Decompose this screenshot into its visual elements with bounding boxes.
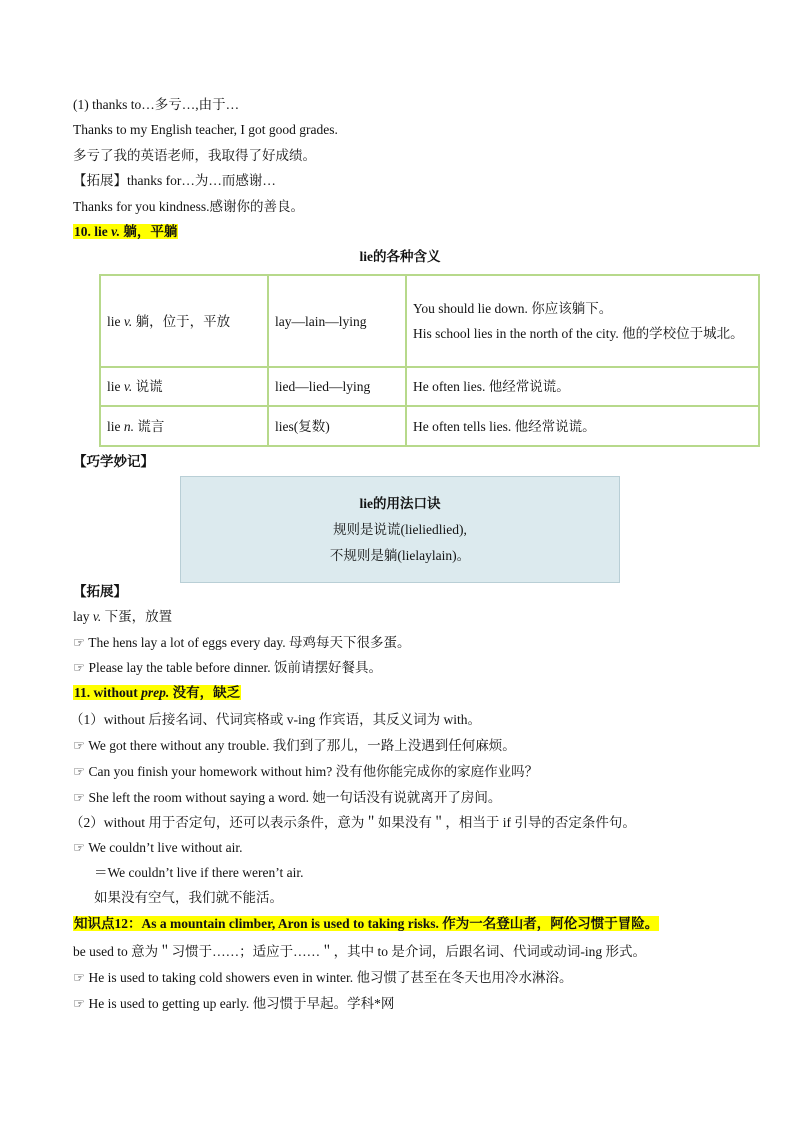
point-12-title: 知识点12：As a mountain climber, Aron is used to taking risks. 作为一名登山者，阿伦习惯于冒险。 — [74, 916, 659, 931]
table-cell: lied—lied—lying — [268, 367, 406, 406]
thanks-to-translation: 多亏了我的英语老师，我取得了好成绩。 — [73, 148, 316, 163]
mnemonic-line: 不规则是躺(lielaylain)。 — [329, 548, 471, 563]
table-cell — [406, 275, 759, 367]
example-line: ☞ Please lay the table before dinner. 饭前请摆好餐具。 — [73, 660, 383, 675]
example-line: ☞ The hens lay a lot of eggs every day. 母鸡每天下很多蛋。 — [73, 635, 411, 650]
table-cell: lie v. 说谎 — [100, 367, 268, 406]
item-11-number: 11. without — [74, 685, 142, 700]
thanks-for-expansion: 【拓展】thanks for…为…而感谢… — [73, 173, 276, 188]
point-12-heading — [73, 914, 659, 934]
table-cell: lay—lain—lying — [268, 275, 406, 367]
without-usage-2: （2）without 用于否定句，还可以表示条件，意为＂如果没有＂，相当于 if 引导的否定条件句。 — [70, 815, 636, 830]
table-cell: lie v. 躺，位于，平放 — [100, 275, 268, 367]
item-10-pos: v. — [111, 224, 120, 239]
lay-definition: lay v. 下蛋，放置 — [73, 609, 173, 624]
example-line: ☞ She left the room without saying a word. 她一句话没有说就离开了房间。 — [73, 790, 502, 805]
thanks-to-example: Thanks to my English teacher, I got good grades. — [73, 122, 338, 137]
example-line: ☞ He is used to taking cold showers even in winter. 他习惯了甚至在冬天也用冷水淋浴。 — [73, 970, 573, 985]
table-cell: lies(复数) — [268, 406, 406, 446]
example-line: ☞ We couldn’t live without air. — [73, 840, 243, 855]
table-row — [100, 406, 759, 446]
without-usage-1: （1）without 后接名词、代词宾格或 v-ing 作宾语，其反义词为 with。 — [70, 712, 481, 727]
item-11-pos: prep. — [141, 685, 170, 700]
item-10-meaning: 躺，平躺 — [120, 224, 178, 239]
item-11-meaning: 没有，缺乏 — [169, 685, 241, 700]
table-cell: He often tells lies. 他经常说谎。 — [406, 406, 759, 446]
item-11-heading — [73, 683, 241, 703]
tip-heading: 【巧学妙记】 — [73, 454, 154, 469]
example-line: ☞ He is used to getting up early. 他习惯于早起。学科*网 — [73, 996, 395, 1011]
thanks-for-example: Thanks for you kindness.感谢你的善良。 — [73, 199, 304, 214]
table-example: You should lie down. 你应该躺下。 — [413, 301, 613, 316]
table-example: His school lies in the north of the city. 他的学校位于城北。 — [413, 326, 744, 341]
lie-meanings-table — [99, 274, 760, 447]
example-line: ☞ We got there without any trouble. 我们到了那儿，一路上没遇到任何麻烦。 — [73, 738, 516, 753]
expand-heading: 【拓展】 — [73, 584, 127, 599]
table-cell: lie n. 谎言 — [100, 406, 268, 446]
table-caption: lie的各种含义 — [359, 249, 441, 264]
mnemonic-box — [180, 476, 620, 583]
table-row — [100, 275, 759, 367]
table-cell: He often lies. 他经常说谎。 — [406, 367, 759, 406]
example-line: ☞ Can you finish your homework without him? 没有他你能完成你的家庭作业吗？ — [73, 764, 539, 779]
be-used-to-description: be used to 意为＂习惯于……；适应于……＂，其中 to 是介词，后跟名词、代词或动词-ing 形式。 — [73, 944, 646, 959]
item-10-number: 10. lie — [74, 224, 112, 239]
mnemonic-title: lie的用法口诀 — [359, 496, 441, 511]
thanks-to-heading: (1) thanks to…多亏…,由于… — [73, 97, 240, 112]
table-row — [100, 367, 759, 406]
item-10-heading — [73, 222, 178, 242]
mnemonic-line: 规则是说谎(lieliedlied), — [333, 522, 467, 537]
example-line: ＝We couldn’t live if there weren’t air. — [94, 865, 304, 880]
example-translation: 如果没有空气，我们就不能活。 — [94, 890, 283, 905]
